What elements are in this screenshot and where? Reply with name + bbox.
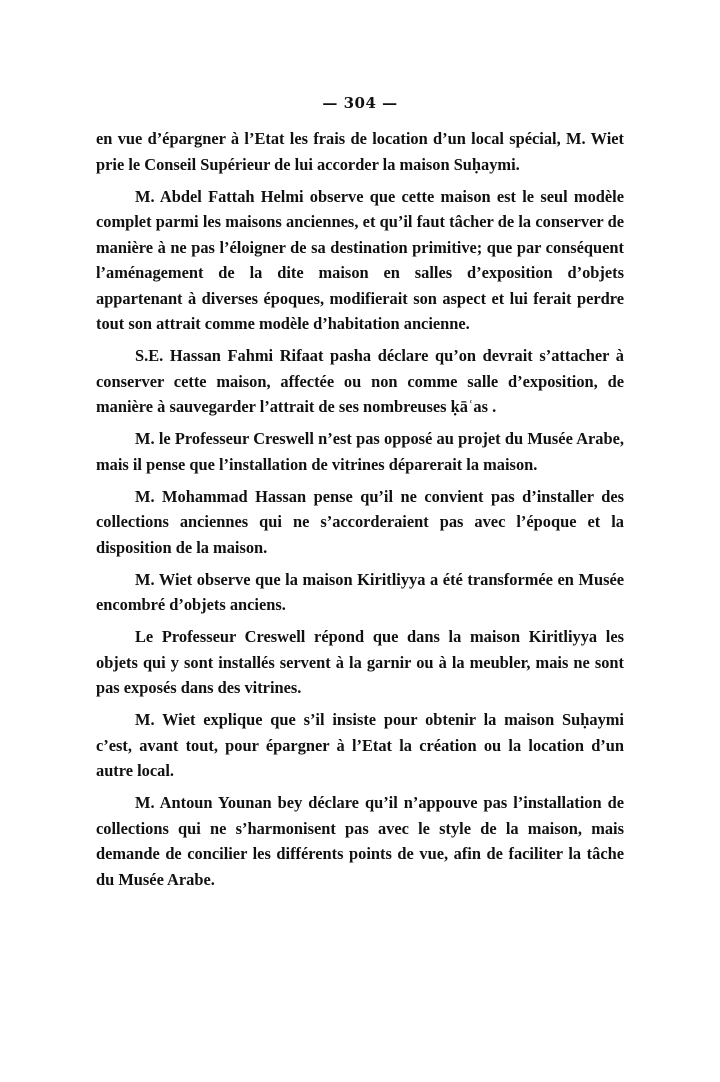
paragraph-creswell-reply: Le Professeur Creswell répond que dans la maison Kiritliyya les objets qui y sont installés servent à la garnir ou à la meubler, mais ne sont pas exposés dans des vitrines.	[96, 627, 624, 697]
paragraph-mohammad-hassan: M. Mohammad Hassan pense qu’il ne convient pas d’installer des collections anciennes qui ne s’accorderaient pas avec l’époque et la disposition de la maison.	[96, 486, 624, 557]
paragraph-continuation: en vue d’épargner à l’Etat les frais de location d’un local spécial, M. Wiet prie le Conseil Supérieur de lui accorder la maison Suḥaymi.	[96, 129, 624, 174]
body-text	[96, 126, 624, 899]
paragraph-hassan-fahmi-rifaat: S.E. Hassan Fahmi Rifaat pasha déclare qu’on devrait s’attacher à conserver cette maison, affectée ou non comme salle d’exposition, de manière à sauvegarder l’attrait de ses nombreuses ḳāʿas .	[96, 346, 624, 416]
page-number: — 304 —	[322, 94, 398, 112]
paragraph-wiet-explanation: M. Wiet explique que s’il insiste pour obtenir la maison Suḥaymi c’est, avant tout, pour épargner à l’Etat la création ou la location d’un autre local.	[96, 710, 624, 780]
paragraph-wiet-kiritliyya: M. Wiet observe que la maison Kiritliyya a été transformée en Musée encombré d’objets anciens.	[96, 569, 624, 614]
paragraph-antoun-younan: M. Antoun Younan bey déclare qu’il n’appouve pas l’installation de collections qui ne s’harmonisent pas avec le style de la maison, mais demande de concilier les différents points de vue, afin de faciliter la tâche du Musée Arabe.	[96, 793, 624, 889]
paragraph-creswell-opinion: M. le Professeur Creswell n’est pas opposé au projet du Musée Arabe, mais il pense que l’installation de vitrines déparerait la maison.	[96, 429, 624, 474]
paragraph-abdel-fattah-helmi: M. Abdel Fattah Helmi observe que cette maison est le seul modèle complet parmi les maisons anciennes, et qu’il faut tâcher de la conserver de manière à ne pas l’éloigner de sa destination primitive; que par conséquent l’aménagement de la dite maison en salles d’exposition d’objets appartenant à diverses époques, modifierait son aspect et lui ferait perdre tout son attrait comme modèle d’habitation ancienne.	[96, 186, 624, 333]
